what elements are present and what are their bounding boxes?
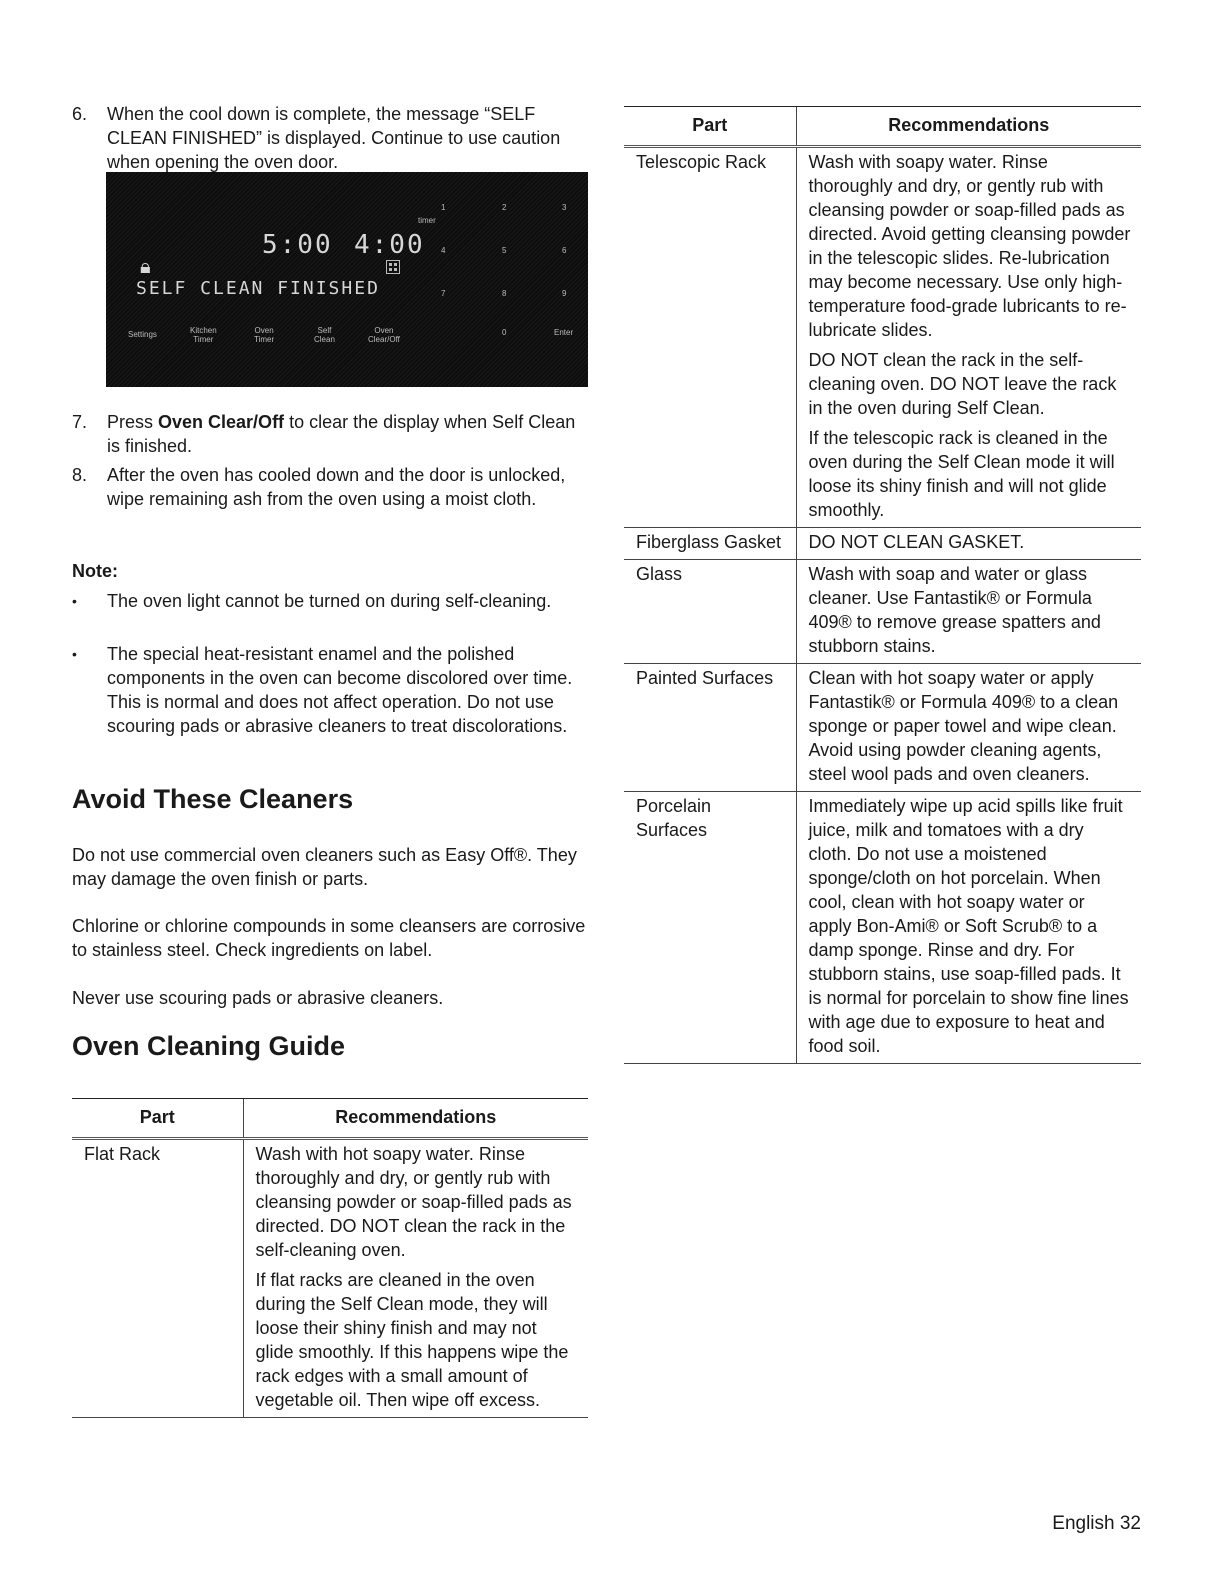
lock-icon: 🔒︎: [140, 254, 151, 278]
key-2[interactable]: 2: [502, 203, 507, 212]
display-time-1: 5:00: [262, 230, 333, 260]
part-cell: Glass: [624, 560, 796, 664]
part-cell: Telescopic Rack: [624, 147, 796, 528]
avoid-paragraph: Chlorine or chlorine compounds in some cleansers are corrosive to stainless steel. Check ingredients on label.: [72, 916, 586, 960]
step-text: After the oven has cooled down and the door is unlocked, wipe remaining ash from the oven using a moist cloth.: [107, 465, 566, 509]
column-header-part: Part: [72, 1099, 243, 1139]
timer-label: timer: [418, 216, 436, 225]
key-7[interactable]: 7: [441, 289, 446, 298]
step-text: When the cool down is complete, the message “SELF CLEAN FINISHED” is displayed. Continue to use caution when opening the oven door.: [107, 104, 561, 172]
key-5[interactable]: 5: [502, 246, 507, 255]
oven-clear-off-key[interactable]: Oven Clear/Off: [368, 326, 400, 344]
enter-key[interactable]: Enter: [554, 328, 574, 337]
recommendation-cell: Wash with soapy water. Rinse thoroughly and dry, or gently rub with cleansing powder or soap-filled pads as directed. Avoid getting cleansing powder in the telescopic slides. Re-lubrication may become necessary. Use only high-temperature food-grade lubricants to re-lubricate slides. DO NOT clean the rack in the self-cleaning oven. DO NOT leave the rack in the oven during Self Clean. If the telescopic rack is cleaned in the oven during the Self Clean mode it will loose its shiny finish and will not glide smoothly.: [796, 147, 1141, 528]
part-cell: Porcelain Surfaces: [624, 792, 796, 1064]
key-6[interactable]: 6: [562, 246, 567, 255]
bullet-dot: •: [72, 646, 77, 662]
cleaning-guide-table-left: [72, 1098, 588, 1418]
page-footer: English 32: [1052, 1513, 1141, 1534]
table-row: [624, 147, 1141, 528]
settings-key[interactable]: Settings: [128, 330, 157, 339]
key-1[interactable]: 1: [441, 203, 446, 212]
step-number: 7.: [72, 412, 88, 432]
key-9[interactable]: 9: [562, 289, 567, 298]
recommendation-cell: DO NOT CLEAN GASKET.: [796, 528, 1141, 560]
oven-control-panel-image: [106, 172, 588, 387]
part-cell: Painted Surfaces: [624, 664, 796, 792]
column-header-part: Part: [624, 107, 796, 147]
step-6: [72, 102, 588, 174]
note-title: Note:: [72, 561, 118, 581]
recommendation-cell: Clean with hot soapy water or apply Fantastik® or Formula 409® to a clean sponge or paper towel and wipe clean. Avoid using powder cleaning agents, steel wool pads and oven cleaners.: [796, 664, 1141, 792]
table-row: [72, 1139, 588, 1418]
bullet-text: The special heat-resistant enamel and the polished components in the oven can become discolored over time. This is normal and does not affect operation. Do not use scouring pads or abrasive cleaners to treat discolorations.: [107, 644, 573, 736]
display-time-2: 4:00: [354, 230, 425, 260]
self-clean-key[interactable]: Self Clean: [314, 326, 335, 344]
avoid-paragraph: Do not use commercial oven cleaners such as Easy Off®. They may damage the oven finish or parts.: [72, 845, 577, 889]
key-8[interactable]: 8: [502, 289, 507, 298]
oven-clear-off-label: Oven Clear/Off: [158, 412, 285, 432]
step-number: 8.: [72, 465, 88, 485]
bullet-text: The oven light cannot be turned on during self-cleaning.: [107, 591, 552, 611]
table-row: [624, 560, 1141, 664]
oven-timer-key[interactable]: Oven Timer: [254, 326, 275, 344]
recommendation-cell: Wash with hot soapy water. Rinse thoroughly and dry, or gently rub with cleansing powder or soap-filled pads as directed. DO NOT clean the rack in the self-cleaning oven. If flat racks are cleaned in the oven during the Self Clean mode, they will loose their shiny finish and may not glide smoothly. If this happens wipe the rack edges with a small amount of vegetable oil. Then wipe off excess.: [243, 1139, 588, 1418]
key-4[interactable]: 4: [441, 246, 446, 255]
key-3[interactable]: 3: [562, 203, 567, 212]
grid-icon: [386, 260, 400, 274]
display-message: SELF CLEAN FINISHED: [136, 278, 380, 299]
step-text: Press Oven Clear/Off to clear the display when Self Clean is finished.: [107, 412, 576, 456]
cleaning-guide-table-right: [624, 106, 1141, 1064]
step-7: [72, 410, 588, 458]
column-header-recommendations: Recommendations: [243, 1099, 588, 1139]
step-8: [72, 463, 588, 511]
part-cell: Fiberglass Gasket: [624, 528, 796, 560]
part-cell: Flat Rack: [72, 1139, 243, 1418]
bullet-dot: •: [72, 593, 77, 609]
column-header-recommendations: Recommendations: [796, 107, 1141, 147]
table-row: [624, 528, 1141, 560]
table-row: [624, 664, 1141, 792]
recommendation-cell: Wash with soap and water or glass cleaner. Use Fantastik® or Formula 409® to remove grease spatters and stubborn stains.: [796, 560, 1141, 664]
note-bullet: [72, 642, 588, 738]
table-row: [624, 792, 1141, 1064]
note-bullet: [72, 589, 588, 613]
cleaning-guide-heading: Oven Cleaning Guide: [72, 1031, 346, 1061]
kitchen-timer-key[interactable]: Kitchen Timer: [190, 326, 217, 344]
recommendation-cell: Immediately wipe up acid spills like fruit juice, milk and tomatoes with a dry cloth. Do not use a moistened sponge/cloth on hot porcelain. When cool, clean with hot soapy water or apply Bon-Ami® or Soft Scrub® to a damp sponge. Rinse and dry. For stubborn stains, use soap-filled pads. It is normal for porcelain to show fine lines with age due to exposure to heat and food soil.: [796, 792, 1141, 1064]
step-number: 6.: [72, 104, 88, 124]
avoid-cleaners-heading: Avoid These Cleaners: [72, 784, 354, 814]
avoid-paragraph: Never use scouring pads or abrasive cleaners.: [72, 988, 444, 1008]
key-0[interactable]: 0: [502, 328, 507, 337]
